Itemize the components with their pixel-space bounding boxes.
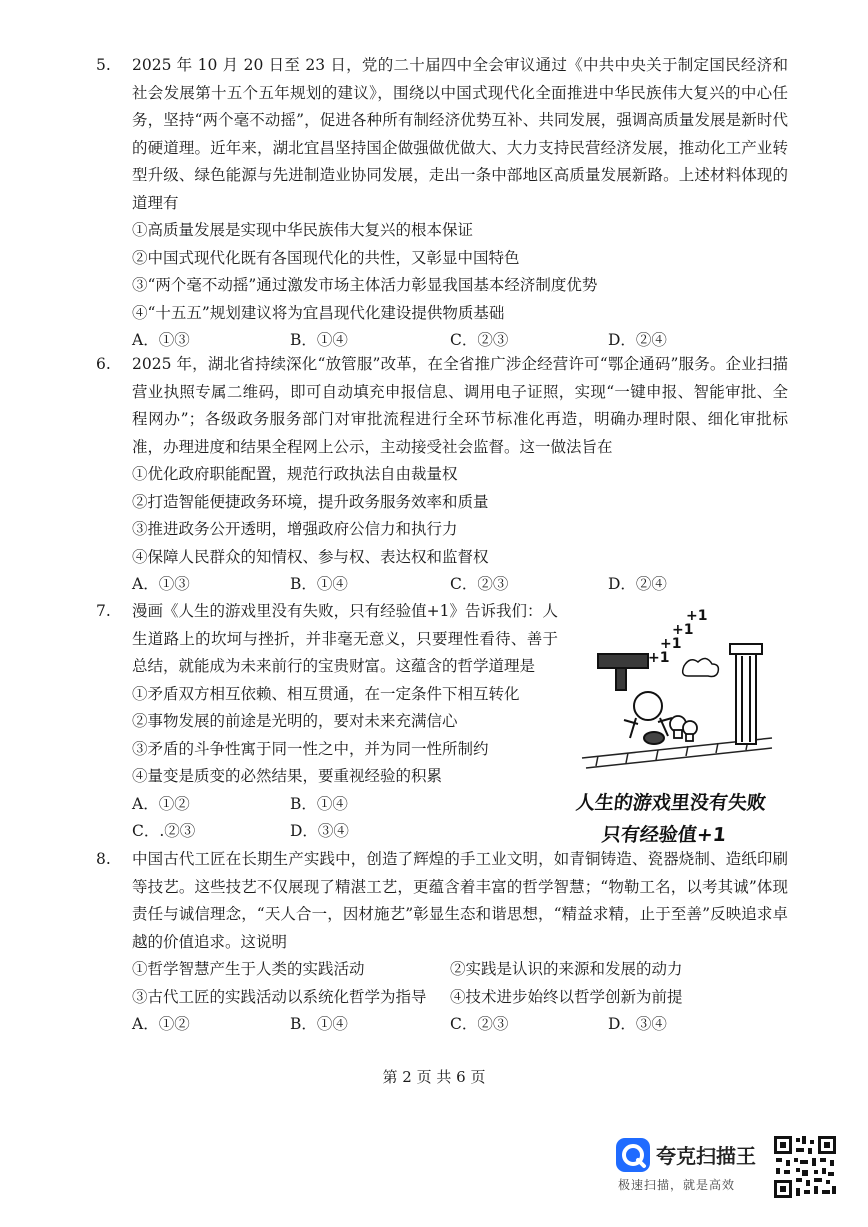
brand-name: 夸克扫描王 <box>656 1144 756 1168</box>
cartoon-illustration <box>576 598 776 848</box>
question-5 <box>98 52 788 355</box>
statement-4: ④技术进步始终以哲学创新为前提 <box>450 987 683 1006</box>
statement-2: ②中国式现代化既有各国现代化的共性，又彰显中国特色 <box>132 248 520 267</box>
option-b[interactable]: B．①④ <box>290 1015 348 1033</box>
question-stem: 漫画《人生的游戏里没有失败，只有经验值+1》告诉我们：人生道路上的坎坷与挫折，并非毫无意义，只要理性看待、善于总结，就能成为未来前行的宝贵财富。这蕴含的哲学道理是 <box>132 602 558 675</box>
question-8 <box>98 846 788 1039</box>
statement-2: ②事物发展的前途是光明的，要对未来充满信心 <box>132 712 458 730</box>
question-stem: 2025 年，湖北省持续深化“放管服”改革，在全省推广涉企经营许可“鄂企通码”服务。企业扫描营业执照专属二维码，即可自动填充申报信息、调用电子证照，实现“一键申报、智能审批、全程网办”；各级政务服务部门对审批流程进行全环节标准化再造，明确办理时限、细化审批标准，办理进度和结果全程网上公示，主动接受社会监督。这一做法旨在 <box>132 355 788 456</box>
question-number: 8. <box>96 850 111 868</box>
plus-one-label: +1 <box>672 622 694 638</box>
statement-4: ④量变是质变的必然结果，要重视经验的积累 <box>132 767 443 785</box>
statement-row-1 <box>132 956 788 984</box>
answer-options-row-2 <box>132 818 558 846</box>
cartoon-caption-line-2: 只有经验值+1 <box>600 824 728 846</box>
option-a[interactable]: A．①② <box>132 794 190 813</box>
plus-one-label: +1 <box>686 608 708 624</box>
qr-code-icon[interactable] <box>772 1134 838 1200</box>
answer-options-row-1 <box>132 791 558 819</box>
statement-row-2 <box>132 984 788 1012</box>
statement-4: ④“十五五”规划建议将为宜昌现代化建设提供物质基础 <box>132 303 505 322</box>
option-c[interactable]: C．②③ <box>450 575 509 593</box>
statement-1: ①矛盾双方相互依赖、相互贯通，在一定条件下相互转化 <box>132 684 520 703</box>
option-b[interactable]: B．①④ <box>290 331 348 349</box>
statement-1: ①优化政府职能配置，规范行政执法自由裁量权 <box>132 465 458 483</box>
option-a[interactable]: A．①③ <box>132 575 190 593</box>
option-c[interactable]: C．②③ <box>450 331 509 349</box>
cartoon-drawing <box>576 598 776 778</box>
question-stem: 2025 年 10 月 20 日至 23 日，党的二十届四中全会审议通过《中共中央关于制定国民经济和社会发展第十五个五年规划的建议》，围绕以中国式现代化全面推进中华民族伟大复兴的中心任务，坚持“两个毫不动摇”，促进各种所有制经济优势互补、共同发展，强调高质量发展是新时代的硬道理。近年来，湖北宜昌坚持国企做强做优做大、大力支持民营经济发展，推动化工产业转型升级、绿色能源与先进制造业协同发展，走出一条中部地区高质量发展新路。上述材料体现的道理有 <box>132 56 788 212</box>
option-c[interactable]: C．②③ <box>450 1015 509 1033</box>
option-d[interactable]: D．②④ <box>608 331 667 349</box>
brand-slogan: 极速扫描，就是高效 <box>618 1178 736 1192</box>
option-c[interactable]: C．.②③ <box>132 822 196 840</box>
option-d[interactable]: D．③④ <box>608 1015 667 1033</box>
question-number: 5. <box>96 56 111 74</box>
page-footer: 第 2 页 共 6 页 <box>382 1068 486 1086</box>
statement-1: ①高质量发展是实现中华民族伟大复兴的根本保证 <box>132 221 474 239</box>
statement-1: ①哲学智慧产生于人类的实践活动 <box>132 960 365 978</box>
question-stem: 中国古代工匠在长期生产实践中，创造了辉煌的手工业文明，如青铜铸造、瓷器烧制、造纸印刷等技艺。这些技艺不仅展现了精湛工艺，更蕴含着丰富的哲学智慧；“物勒工名，以考其诚”体现责任与诚信理念，“天人合一，因材施艺”彰显生态和谐思想，“精益求精，止于至善”反映追求卓越的价值追求。这说明 <box>132 850 788 951</box>
answer-options <box>132 571 788 599</box>
option-a[interactable]: A．①② <box>132 1015 190 1033</box>
plus-one-label: +1 <box>660 636 682 652</box>
question-6 <box>98 351 788 599</box>
option-a[interactable]: A．①③ <box>132 331 190 349</box>
option-b[interactable]: B．①④ <box>290 575 348 593</box>
question-7 <box>98 598 558 846</box>
option-d[interactable]: D．②④ <box>608 575 667 593</box>
question-number: 6. <box>96 355 111 373</box>
statement-3: ③“两个毫不动摇”通过激发市场主体活力彰显我国基本经济制度优势 <box>132 276 598 294</box>
statement-2: ②实践是认识的来源和发展的动力 <box>450 960 683 978</box>
statement-3: ③推进政务公开透明，增强政府公信力和执行力 <box>132 520 458 538</box>
statement-3: ③古代工匠的实践活动以系统化哲学为指导 <box>132 987 427 1006</box>
question-number: 7. <box>96 602 111 620</box>
answer-options <box>132 1011 788 1039</box>
cartoon-caption-line-1: 人生的游戏里没有失败 <box>574 792 768 814</box>
statement-4: ④保障人民群众的知情权、参与权、表达权和监督权 <box>132 547 489 566</box>
option-b[interactable]: B．①④ <box>290 794 348 813</box>
scanner-watermark <box>612 1132 762 1194</box>
brand-logo-icon <box>616 1138 650 1172</box>
statement-3: ③矛盾的斗争性寓于同一性之中，并为同一性所制约 <box>132 739 489 758</box>
option-d[interactable]: D．③④ <box>290 822 349 840</box>
plus-one-label: +1 <box>648 650 670 666</box>
statement-2: ②打造智能便捷政务环境，提升政务服务效率和质量 <box>132 492 489 511</box>
